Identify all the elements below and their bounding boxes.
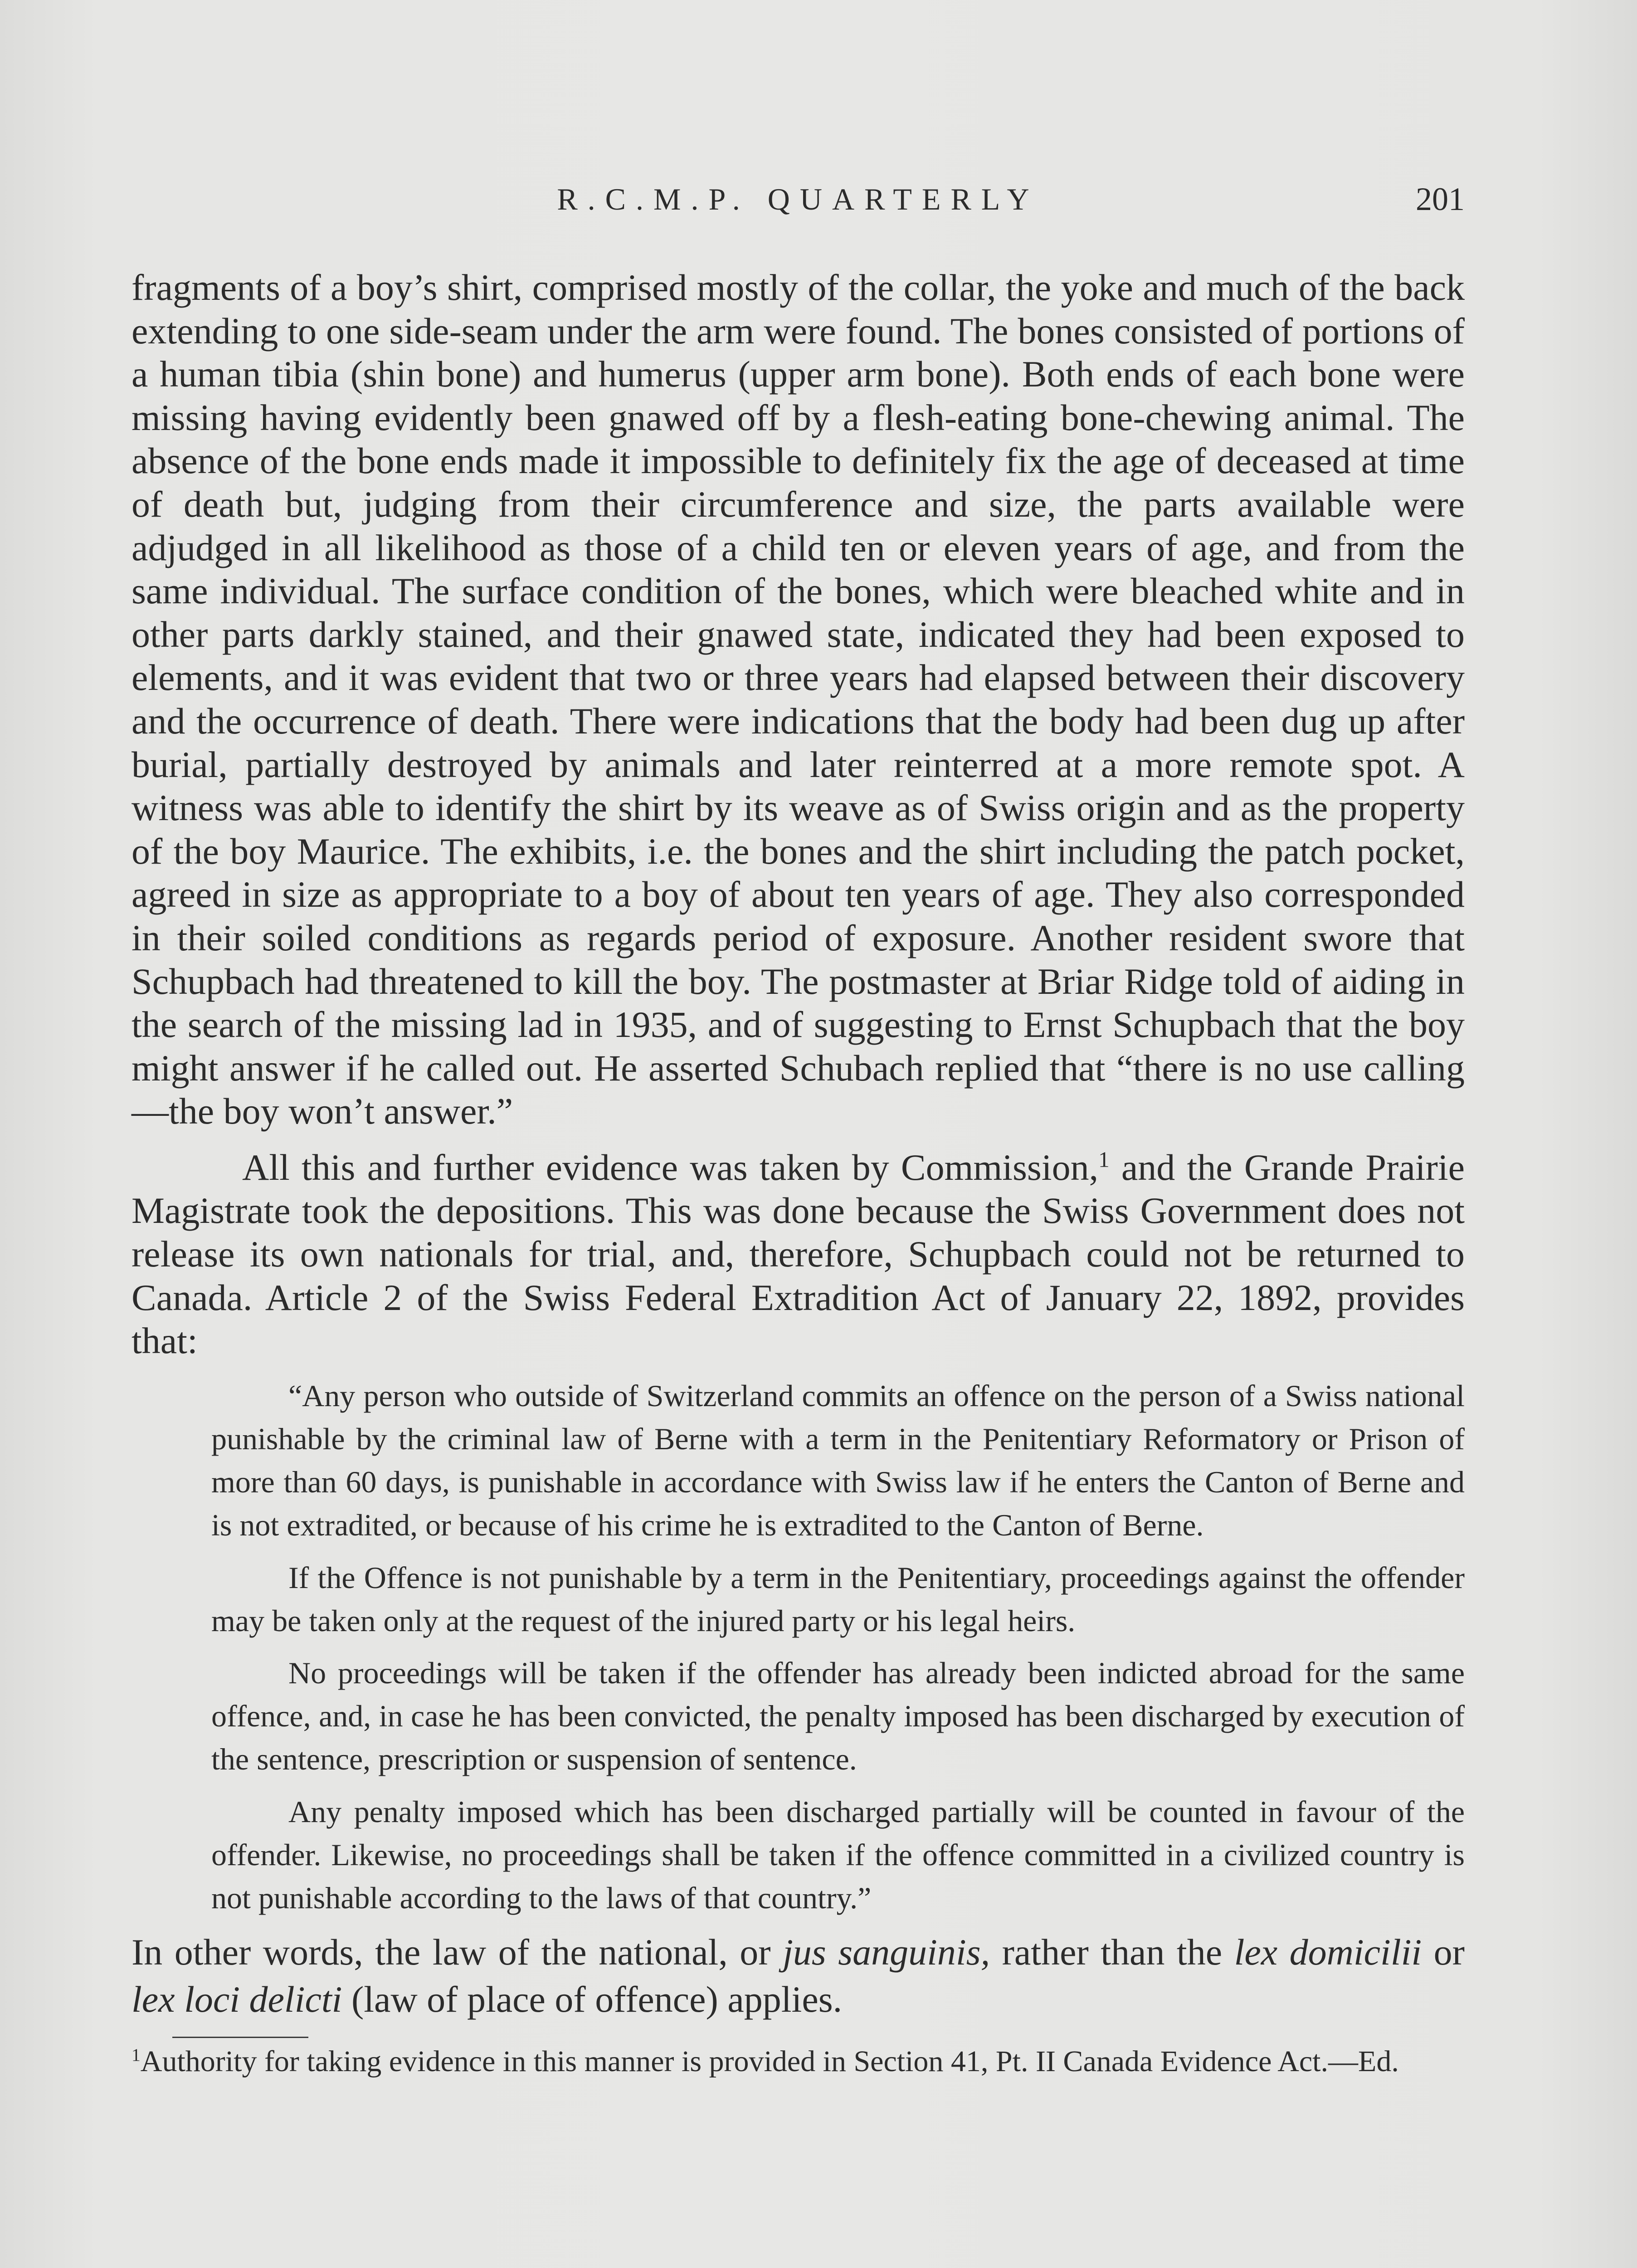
conclusion-text-2: rather than the (990, 1931, 1234, 1973)
running-title: R.C.M.P. QUARTERLY (557, 182, 1039, 216)
quote-paragraph-4: Any penalty imposed which has been discharged partially will be counted in favour of the offender. Likewise, no proceedings shall be taken if the offence committed in a civilized country is not punishable according to the laws of that country.” (211, 1794, 1465, 1916)
conclusion-text-3: or (1422, 1931, 1465, 1973)
paragraph-conclusion (132, 1929, 1465, 2023)
footnote (132, 2042, 1465, 2082)
footnote-reference: 1 (1098, 1147, 1110, 1172)
term-jus-sanguinis: jus sanguinis, (783, 1931, 990, 1973)
footnote-divider (172, 2037, 308, 2038)
footnote-marker: 1 (132, 2045, 141, 2065)
footnote-text: Authority for taking evidence in this manner is provided in Section 41, Pt. II Canada Evidence Act.—Ed. (140, 2045, 1399, 2078)
term-lex-domicilii: lex domicilii (1234, 1931, 1422, 1973)
quote-paragraph-3: No proceedings will be taken if the offender has already been indicted abroad for the same offence, and, in case he has been convicted, the penalty imposed has been discharged by execution of the sentence, prescription or suspension of sentence. (211, 1656, 1465, 1777)
quote-paragraph-1: “Any person who outside of Switzerland commits an offence on the person of a Swiss national punishable by the criminal law of Berne with a term in the Penitentiary Reformatory or Prison of more than 60 days, is punishable in accordance with Swiss law if he enters the Canton of Berne and is not extradited, or because of his crime he is extradited to the Canton of Berne. (211, 1378, 1465, 1543)
body-text (132, 266, 1465, 2082)
term-lex-loci-delicti: lex loci delicti (132, 1979, 342, 2020)
quote-paragraph-2: If the Offence is not punishable by a term in the Penitentiary, proceedings against the offender may be taken only at the request of the injured party or his legal heirs. (211, 1560, 1465, 1638)
page-number: 201 (1416, 181, 1465, 217)
block-quote (211, 1374, 1465, 1920)
running-head (132, 174, 1465, 224)
conclusion-text-4: (law of place of offence) applies. (342, 1979, 843, 2020)
paragraph-commission-text-continued: and the Grande Prairie Magistrate took the depositions. This was done because the Swiss Government does not release its own nationals for trial, and, therefore, Schupbach could not be returned to Canada. Article 2 of the Swiss Federal Extradition Act of January 22, 1892, provides that: (132, 1146, 1465, 1362)
conclusion-text-1: In other words, the law of the national, or (132, 1931, 783, 1973)
paragraph-evidence: fragments of a boy’s shirt, comprised mostly of the collar, the yoke and much of the back extending to one side-seam under the arm were found. The bones consisted of portions of a human tibia (shin bone) and humerus (upper arm bone). Both ends of each bone were missing having evidently been gnawed off by a flesh-eating bone-chewing animal. The absence of the bone ends made it impossible to definitely fix the age of deceased at time of death but, judging from their circumference and size, the parts available were adjudged in all likelihood as those of a child ten or eleven years of age, and from the same individual. The surface condition of the bones, which were bleached white and in other parts darkly stained, and their gnawed state, indicated they had been exposed to elements, and it was evident that two or three years had elapsed between their discovery and the occurrence of death. There were indications that the body had been dug up after burial, partially destroyed by animals and later reinterred at a more remote spot. A witness was able to identify the shirt by its weave as of Swiss origin and as the property of the boy Maurice. The exhibits, i.e. the bones and the shirt including the patch pocket, agreed in size as appropriate to a boy of about ten years of age. They also corresponded in their soiled conditions as regards period of exposure. Another resident swore that Schupbach had threatened to kill the boy. The postmaster at Briar Ridge told of aiding in the search of the missing lad in 1935, and of suggesting to Ernst Schupbach that the boy might answer if he called out. He asserted Schubach replied that “there is no use calling—the boy won’t answer.” (132, 267, 1465, 1132)
paragraph-commission-text: All this and further evidence was taken by Commission, (242, 1146, 1099, 1188)
paragraph-commission (132, 1146, 1465, 1363)
